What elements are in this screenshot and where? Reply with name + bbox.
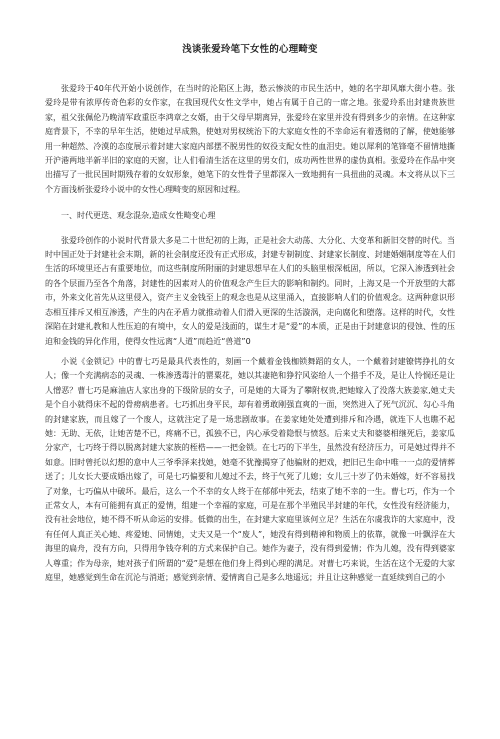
- section-heading: 一、时代更迭、观念混杂,造成女性畸变心理: [61, 211, 216, 221]
- body-paragraph-1: 张爱玲创作的小说时代背景大多是二十世纪初的上海，正是社会大动荡、大分化、大变革和新旧交替的时代。当时中国正处于封建社会末期，新的社会制度还没有正式形成，封建专制制度、封建家长制度、封建婚姻制度等在人们生活的环境里还占有重要地位，而这些制度所附丽的封建思想早在人们的头脑里根深柢固，所以，它深入渗透到社会的各个层面乃至各个角落，封建性的因素对人的价值观念产生巨大的影响和制约。同时，上海又是一个开放型的大都市，外来文化首先从这里侵入，资产主义金钱至上的观念也是从这里涌入，直接影响人们的价值观念。这两种意识形态相互排斥又相互渗透，产生的内在矛盾力就推动着人们滑入更深的生活漩涡，走向腐化和堕落。这样的时代，女性深陷在封建礼教和人性压迫的有境中，女人的爱是浅面的，谋生才是“爱”的本质，正是由于封建意识的侵蚀、性的压迫和金钱的异化作用，使得女性远离“人道”而趋近“兽道”0: [45, 235, 455, 346]
- section-body: [45, 234, 455, 586]
- document-title: 浅谈张爱玲笔下女性的心理畸变: [182, 44, 318, 55]
- intro-paragraph: 张爱玲于40年代开始小说创作，在当时的沦陷区上海，愁云惨淡的市民生活中，她的名字却风靡大街小巷。张爱玲是带有浓厚传奇色彩的女作家，在我国现代女性文学中，她占有属于自己的一席之地。张爱玲系出封建贵族世家，祖父张佩伦乃晚清军政重臣李鸿章之女婿，由于父母早期离异，张爱玲在家里并没有得到多少的亲情。在这种家庭背景下，不幸的早年生活，使她过早成熟，使她对男权统治下的大家庭女性的不幸命运有着透彻的了解，使她能够用一种超然、冷漠的态度展示着封建大家庭内部摆不脱男性的奴役支配女性的血泪史。她以犀利的笔锋毫不留情地撕开沪港两地半新半旧的家庭的天窗，让人们看清生活在这里的男女们，成功两性世界的虚伪真相。张爱玲在作品中突出描写了一批民国时期残存着的女奴形象，她笔下的女性骨子里都深入一致地拥有一具扭曲的灵魂。本文将从以下三个方面浅析张爱玲小说中的女性心理畸变的原因和过程。: [45, 84, 455, 194]
- body-paragraph-2: 小说《金锁记》中的曹七巧是最具代表性的，刻画一个戴着金钱枷锁舞蹈的女人，一个戴着封建镣铐挣扎的女人；像一个充满病态的灵魂、一株渗透毒汁的罂粟花，她以其凄艳和狰狞风姿给人一个措手不及，是让人怜悯还是让人憎恶？曹七巧是麻油店人家出身的下级阶层的女子，可是她的大哥为了攀附权贵,把她嫁入了没落大族姜家,她丈夫是个自小就得床不起的骨痨病患者。七巧抓出身平民，却有着勇敢刚强直爽的一面，突然进入了死气沉沉、勾心斗角的封建家族，而且嫁了一个废人，这就注定了是一场悲剧故事。在姜家她处处遭到排斥和冷遇，就连下人也瞧不起她：无助、无依，让她苦楚不已，疼痛不已，孤独不已，内心承受着隐恨与愤怒。后来丈夫和婆婆相继死后，姜家瓜分家产，七巧终于得以脱离封建大家族的桎梏——一把金锁。在七巧的下半生，虽然没有经济压力，可是她过得并不如意。旧时曾托以幻想的意中人三爷季泽来找她，她毫不犹豫揭穿了他骗财的把戏，把旧已生命中唯一一点的爱情葬送了；儿女长大要成婚出嫁了，可是七巧偏要和儿媳过不去，终于气死了儿媳；女儿三十岁了仍未婚嫁，好不容易找了对象，七巧偏从中破坏。最后，这么一个不幸的女人终于在郁郁中死去，结束了她不幸的一生。曹七巧，作为一个正常女人，本有可能拥有真正的爱情，组建一个幸福的家庭，可是在那个半殖民半封建的年代，女性没有经济能力，没有社会地位，她不得不听从命运的安排。低微的出生，在封建大家庭里该何立足？生活在尔虞我诈的大家庭中，没有任何人真正关心她、疼爱她、同情她，丈夫又是一个“废人”，她没有得到精神和物质上的依靠，就像一叶飘浮在大海里的扁舟，没有方向，只得用争钱夺利的方式来保护自己。她作为妻子，没有得到爱情；作为儿媳，没有得到婆家人尊重；作为母亲，她对孩子们所谓的“爱”是想在他们身上得到心理的满足。对曹七巧来说，生活在这个无爱的大家庭里，她感觉到生命在沉沦与消逝；感觉到亲情、爱情离自己是多么地遥远；并且让这种感觉一直延续到自己的小: [45, 356, 455, 582]
